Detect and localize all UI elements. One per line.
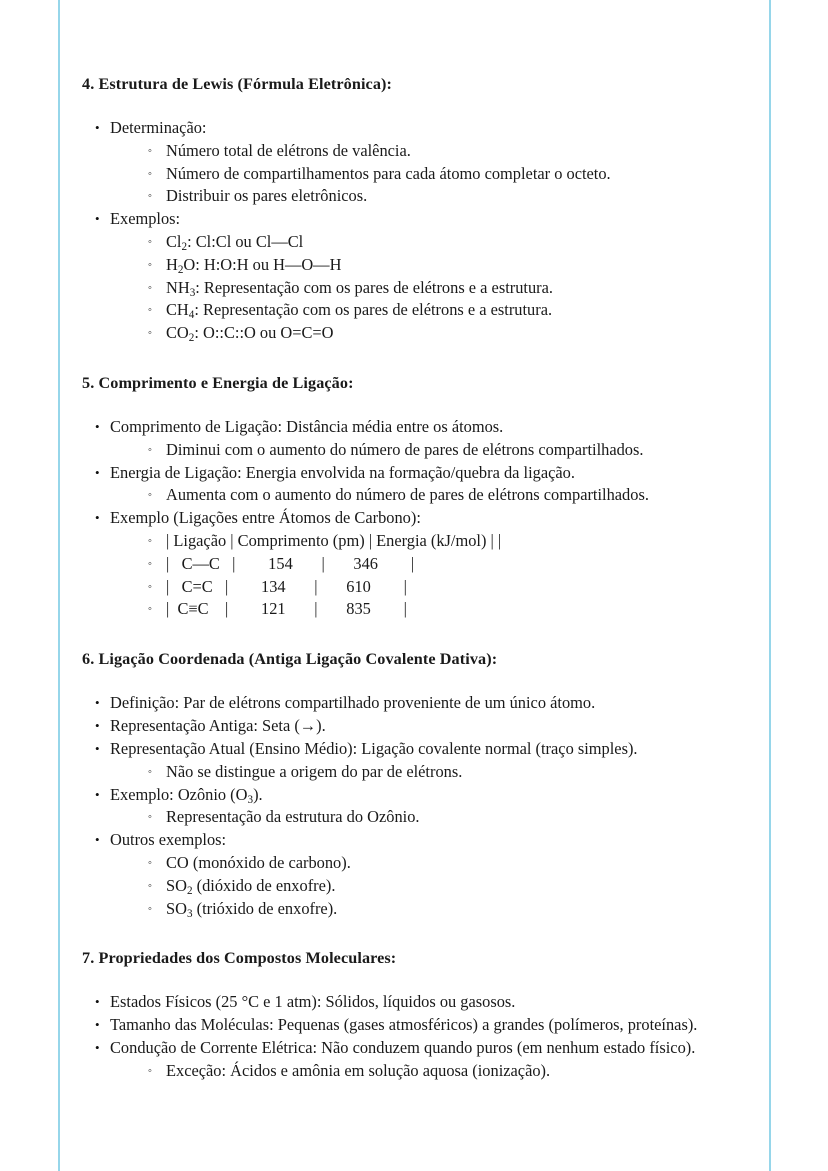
- list-item-text: | Ligação | Comprimento (pm) | Energia (kJ/mol) | |: [166, 531, 502, 551]
- circle-bullet-icon: [148, 598, 152, 621]
- list-item-sub: [110, 598, 739, 621]
- list-item-sub: [110, 163, 739, 186]
- disc-bullet-icon: [95, 738, 100, 761]
- list-item-sub: [110, 322, 739, 345]
- list-item-text: Energia de Ligação: Energia envolvida na formação/quebra da ligação.: [110, 462, 575, 482]
- disc-bullet-icon: [95, 1014, 100, 1037]
- list-item-sub: [110, 530, 739, 553]
- circle-bullet-icon: [148, 185, 152, 208]
- list-item-sub: [110, 231, 739, 254]
- circle-bullet-icon: [148, 875, 152, 898]
- bullet-sublist: [110, 530, 739, 621]
- bullet-list: [82, 991, 739, 1082]
- circle-bullet-icon: [148, 439, 152, 462]
- list-item-text: Representação Antiga: Seta (→).: [110, 716, 326, 736]
- circle-bullet-icon: [148, 322, 152, 345]
- list-item-sub: [110, 254, 739, 277]
- circle-bullet-icon: [148, 806, 152, 829]
- list-item: [82, 462, 739, 508]
- list-item-text: $CH_4$: Representação com os pares de elétrons e a estrutura.: [166, 300, 553, 322]
- list-item-text: $Cl_2$: Cl:Cl ou Cl—Cl: [166, 232, 304, 254]
- bullet-list: [82, 416, 739, 621]
- list-item-sub: [110, 299, 739, 322]
- bullet-sublist: [110, 140, 739, 208]
- list-item: [82, 208, 739, 345]
- list-item-text: Tamanho das Moléculas: Pequenas (gases atmosféricos) a grandes (polímeros, proteínas).: [110, 1015, 698, 1035]
- list-item-text: Outros exemplos:: [110, 830, 227, 850]
- list-item-text: Representação Atual (Ensino Médio): Ligação covalente normal (traço simples).: [110, 738, 638, 758]
- list-item-sub: [110, 277, 739, 300]
- section-heading: 5. Comprimento e Energia de Ligação:: [82, 374, 354, 393]
- list-item-text: $H_2O$: H:O:H ou H—O—H: [166, 254, 342, 276]
- list-item: [82, 1014, 739, 1037]
- disc-bullet-icon: [95, 507, 100, 530]
- list-item: [82, 692, 739, 715]
- list-item: [82, 738, 739, 784]
- list-item-text: $NH_3$: Representação com os pares de elétrons e a estrutura.: [166, 277, 553, 299]
- list-item-text: Determinação:: [110, 118, 207, 138]
- list-item-text: Aumenta com o aumento do número de pares de elétrons compartilhados.: [166, 485, 649, 505]
- list-item: [82, 784, 739, 830]
- section-heading: 4. Estrutura de Lewis (Fórmula Eletrônica):: [82, 75, 393, 93]
- list-item-text: Exemplo (Ligações entre Átomos de Carbono):: [110, 508, 421, 528]
- bullet-sublist: [110, 231, 739, 345]
- disc-bullet-icon: [95, 829, 100, 852]
- list-item-text: Definição: Par de elétrons compartilhado proveniente de um único átomo.: [110, 693, 596, 713]
- document-section: [82, 948, 739, 1082]
- list-item-text: Distribuir os pares eletrônicos.: [166, 186, 368, 206]
- list-item-sub: [110, 484, 739, 507]
- list-item-sub: [110, 576, 739, 599]
- disc-bullet-icon: [95, 208, 100, 231]
- circle-bullet-icon: [148, 484, 152, 507]
- disc-bullet-icon: [95, 462, 100, 485]
- circle-bullet-icon: [148, 1060, 152, 1083]
- disc-bullet-icon: [95, 117, 100, 140]
- disc-bullet-icon: [95, 991, 100, 1014]
- list-item-sub: [110, 761, 739, 784]
- section-heading: 7. Propriedades dos Compostos Moleculares:: [82, 949, 397, 968]
- disc-bullet-icon: [95, 692, 100, 715]
- list-item-text: $SO_3$ (trióxido de enxofre).: [166, 898, 338, 920]
- list-item-text: Condução de Corrente Elétrica: Não conduzem quando puros (em nenhum estado físico).: [110, 1037, 696, 1057]
- list-item-text: | C—C | 154 | 346 |: [166, 553, 415, 573]
- list-item-text: Comprimento de Ligação: Distância média entre os átomos.: [110, 417, 504, 437]
- list-item-text: $SO_2$ (dióxido de enxofre).: [166, 875, 336, 897]
- list-item-text: $CO_2$: O::C::O ou O=C=O: [166, 323, 334, 345]
- bullet-sublist: [110, 484, 739, 507]
- circle-bullet-icon: [148, 553, 152, 576]
- bullet-sublist: [110, 439, 739, 462]
- list-item-text: Não se distingue a origem do par de elétrons.: [166, 761, 463, 781]
- list-item-sub: [110, 852, 739, 875]
- list-item: [82, 507, 739, 621]
- circle-bullet-icon: [148, 576, 152, 599]
- list-item-text: Número de compartilhamentos para cada átomo completar o octeto.: [166, 163, 611, 183]
- list-item-text: Número total de elétrons de valência.: [166, 140, 411, 160]
- disc-bullet-icon: [95, 1037, 100, 1060]
- document-content: [58, 0, 769, 1171]
- list-item-sub: [110, 1060, 739, 1083]
- bullet-list: [82, 117, 739, 345]
- list-item: [82, 1037, 739, 1083]
- bullet-sublist: [110, 852, 739, 920]
- list-item-text: CO (monóxido de carbono).: [166, 852, 351, 872]
- list-item: [82, 416, 739, 462]
- list-item: [82, 829, 739, 920]
- list-item-text: Exemplo: Ozônio $(O_3)$.: [110, 784, 263, 806]
- section-heading: 6. Ligação Coordenada (Antiga Ligação Covalente Dativa):: [82, 650, 498, 669]
- document-section: [82, 373, 739, 621]
- document-section: [82, 74, 739, 345]
- circle-bullet-icon: [148, 254, 152, 277]
- circle-bullet-icon: [148, 898, 152, 921]
- list-item-sub: [110, 875, 739, 898]
- page-rule-right: [769, 0, 771, 1171]
- bullet-sublist: [110, 806, 739, 829]
- list-item-sub: [110, 439, 739, 462]
- circle-bullet-icon: [148, 277, 152, 300]
- disc-bullet-icon: [95, 416, 100, 439]
- circle-bullet-icon: [148, 140, 152, 163]
- list-item-text: Exceção: Ácidos e amônia em solução aquosa (ionização).: [166, 1060, 551, 1080]
- list-item: [82, 991, 739, 1014]
- list-item-text: | C≡C | 121 | 835 |: [166, 599, 407, 619]
- list-item-sub: [110, 898, 739, 921]
- list-item-text: Exemplos:: [110, 209, 181, 229]
- list-item: [82, 715, 739, 738]
- circle-bullet-icon: [148, 761, 152, 784]
- list-item: [82, 117, 739, 208]
- bullet-sublist: [110, 1060, 739, 1083]
- document-section: [82, 649, 739, 920]
- disc-bullet-icon: [95, 784, 100, 807]
- circle-bullet-icon: [148, 299, 152, 322]
- list-item-sub: [110, 553, 739, 576]
- circle-bullet-icon: [148, 163, 152, 186]
- circle-bullet-icon: [148, 852, 152, 875]
- list-item-sub: [110, 185, 739, 208]
- list-item-text: Representação da estrutura do Ozônio.: [166, 807, 420, 827]
- list-item-text: Estados Físicos (25 °C e 1 atm): Sólidos, líquidos ou gasosos.: [110, 992, 516, 1012]
- list-item-text: Diminui com o aumento do número de pares de elétrons compartilhados.: [166, 439, 644, 459]
- list-item-sub: [110, 140, 739, 163]
- list-item-text: | C=C | 134 | 610 |: [166, 576, 407, 596]
- circle-bullet-icon: [148, 530, 152, 553]
- list-item-sub: [110, 806, 739, 829]
- circle-bullet-icon: [148, 231, 152, 254]
- bullet-list: [82, 692, 739, 920]
- bullet-sublist: [110, 761, 739, 784]
- disc-bullet-icon: [95, 715, 100, 738]
